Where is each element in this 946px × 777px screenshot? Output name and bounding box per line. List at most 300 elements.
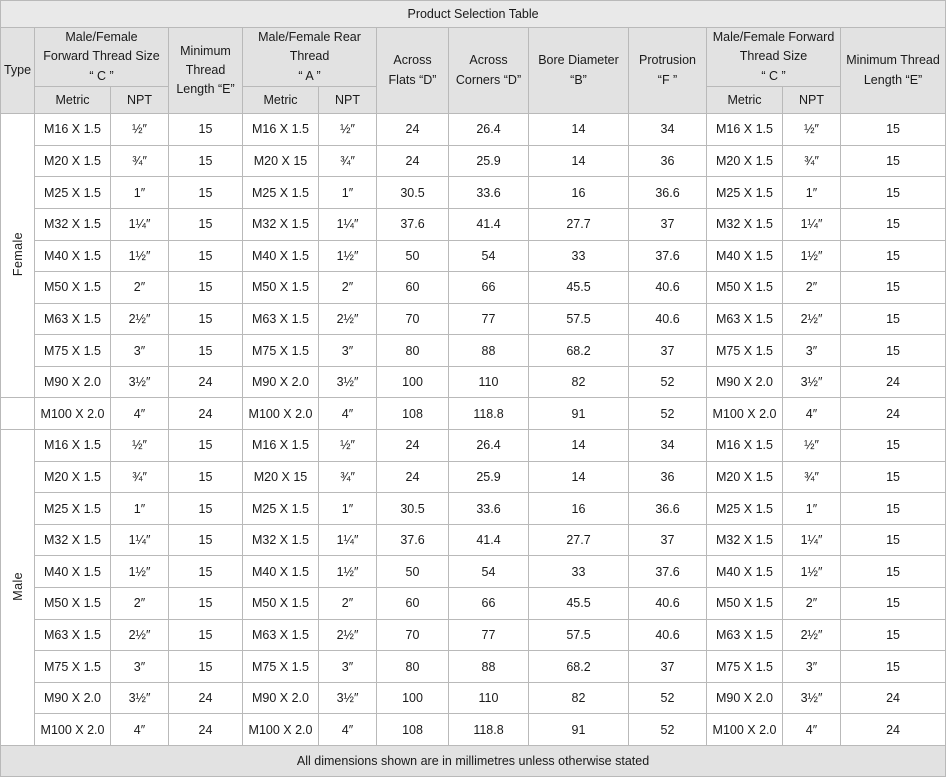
header-line: Length “E”: [176, 82, 235, 97]
table-cell: M90 X 2.0: [35, 682, 111, 714]
table-cell: 33: [529, 556, 629, 588]
header-line: Thread Size: [739, 49, 808, 64]
table-cell: 15: [841, 461, 946, 493]
table-cell: 1¼″: [319, 208, 377, 240]
table-cell: 15: [169, 556, 243, 588]
table-title-row: [1, 1, 946, 28]
table-cell: 15: [169, 177, 243, 209]
table-cell: 37: [629, 208, 707, 240]
table-cell: 40.6: [629, 588, 707, 620]
table-cell: M16 X 1.5: [35, 114, 111, 146]
table-cell: M75 X 1.5: [243, 335, 319, 367]
table-cell: M75 X 1.5: [707, 335, 783, 367]
table-cell: 25.9: [449, 145, 529, 177]
table-cell: ½″: [783, 430, 841, 462]
table-cell: M100 X 2.0: [707, 714, 783, 746]
table-cell: M40 X 1.5: [243, 240, 319, 272]
table-cell: 80: [377, 335, 449, 367]
table-cell: 24: [169, 682, 243, 714]
footer-note: All dimensions shown are in millimetres unless otherwise stated: [1, 746, 946, 777]
table-cell: 40.6: [629, 272, 707, 304]
table-cell: 2″: [111, 588, 169, 620]
table-cell: M25 X 1.5: [707, 177, 783, 209]
table-cell: 2½″: [783, 619, 841, 651]
table-cell: 110: [449, 366, 529, 398]
table-cell: M50 X 1.5: [35, 588, 111, 620]
table-cell: 24: [841, 398, 946, 430]
table-cell: 24: [169, 366, 243, 398]
table-cell: M32 X 1.5: [243, 208, 319, 240]
table-cell: 37: [629, 524, 707, 556]
table-cell: ¾″: [783, 461, 841, 493]
table-row: [1, 651, 946, 683]
table-cell: 52: [629, 366, 707, 398]
table-cell: 36.6: [629, 493, 707, 525]
table-cell: 2″: [783, 272, 841, 304]
header-protrusion-f: [629, 28, 707, 114]
header-line: Minimum: [180, 43, 231, 58]
table-cell: 2½″: [111, 303, 169, 335]
header-line: Flats “D”: [388, 72, 437, 87]
table-row: [1, 240, 946, 272]
table-cell: 15: [841, 556, 946, 588]
table-row: [1, 619, 946, 651]
table-cell: 100: [377, 682, 449, 714]
table-cell: 15: [841, 145, 946, 177]
table-cell: M100 X 2.0: [243, 714, 319, 746]
table-cell: ¾″: [319, 461, 377, 493]
table-cell: 33.6: [449, 177, 529, 209]
table-cell: 30.5: [377, 177, 449, 209]
table-cell: M16 X 1.5: [243, 114, 319, 146]
header-line: Protrusion: [639, 53, 696, 68]
table-cell: 14: [529, 461, 629, 493]
table-cell: 2½″: [111, 619, 169, 651]
group-label: Female: [10, 232, 25, 277]
table-cell: M25 X 1.5: [35, 177, 111, 209]
header-across-flats-d: [377, 28, 449, 114]
table-cell: 15: [169, 619, 243, 651]
table-row: [1, 682, 946, 714]
table-row: [1, 272, 946, 304]
table-cell: 26.4: [449, 430, 529, 462]
table-cell: 2½″: [319, 303, 377, 335]
subheader-metric-forward: Metric: [35, 87, 111, 114]
header-line: Bore Diameter: [538, 53, 619, 68]
table-cell: M32 X 1.5: [35, 524, 111, 556]
table-cell: 34: [629, 430, 707, 462]
table-cell: 36.6: [629, 177, 707, 209]
header-line: “ C ”: [89, 68, 114, 83]
table-cell: 27.7: [529, 524, 629, 556]
table-cell: 3½″: [319, 682, 377, 714]
table-cell: M16 X 1.5: [243, 430, 319, 462]
table-cell: 15: [169, 524, 243, 556]
table-cell: 14: [529, 430, 629, 462]
table-cell: 16: [529, 177, 629, 209]
table-cell: 66: [449, 588, 529, 620]
table-cell: 36: [629, 461, 707, 493]
table-cell: 15: [841, 588, 946, 620]
table-row: [1, 208, 946, 240]
table-cell: 15: [169, 145, 243, 177]
table-cell: M16 X 1.5: [707, 114, 783, 146]
table-cell: 3″: [319, 651, 377, 683]
table-cell: 15: [841, 651, 946, 683]
table-cell: 108: [377, 714, 449, 746]
table-cell: 77: [449, 619, 529, 651]
table-cell: 15: [841, 272, 946, 304]
table-cell: 4″: [319, 714, 377, 746]
header-line: Thread: [185, 62, 226, 77]
table-cell: 4″: [111, 714, 169, 746]
table-cell: 2½″: [319, 619, 377, 651]
table-cell: 15: [841, 303, 946, 335]
table-cell: M20 X 1.5: [35, 145, 111, 177]
table-cell: 68.2: [529, 335, 629, 367]
table-cell: M90 X 2.0: [243, 366, 319, 398]
table-cell: M63 X 1.5: [243, 619, 319, 651]
subheader-npt-forward: NPT: [111, 87, 169, 114]
table-row: [1, 398, 946, 430]
header-line: Across: [393, 53, 432, 68]
table-cell: 26.4: [449, 114, 529, 146]
table-cell: 41.4: [449, 524, 529, 556]
table-cell: 15: [169, 651, 243, 683]
table-cell: 4″: [783, 714, 841, 746]
table-cell: M25 X 1.5: [243, 177, 319, 209]
table-cell: 1½″: [111, 240, 169, 272]
table-cell: 4″: [783, 398, 841, 430]
table-cell: 41.4: [449, 208, 529, 240]
table-cell: 24: [841, 366, 946, 398]
table-cell: 2″: [319, 588, 377, 620]
table-row: [1, 524, 946, 556]
table-cell: M25 X 1.5: [707, 493, 783, 525]
table-row: [1, 461, 946, 493]
table-cell: M50 X 1.5: [707, 588, 783, 620]
table-cell: ¾″: [319, 145, 377, 177]
table-cell: 50: [377, 556, 449, 588]
table-cell: ½″: [111, 114, 169, 146]
table-cell: ¾″: [111, 461, 169, 493]
table-cell: 68.2: [529, 651, 629, 683]
group-label-male: [1, 430, 35, 746]
subheader-metric-rear: Metric: [243, 87, 319, 114]
table-cell: 30.5: [377, 493, 449, 525]
table-cell: 54: [449, 556, 529, 588]
table-cell: 82: [529, 366, 629, 398]
table-cell: 45.5: [529, 588, 629, 620]
subheader-npt-forward-2: NPT: [783, 87, 841, 114]
table-row: [1, 714, 946, 746]
table-cell: 24: [841, 714, 946, 746]
table-cell: 91: [529, 398, 629, 430]
table-cell: ½″: [111, 430, 169, 462]
table-cell: 60: [377, 588, 449, 620]
table-cell: M50 X 1.5: [35, 272, 111, 304]
subheader-npt-rear: NPT: [319, 87, 377, 114]
table-cell: 57.5: [529, 619, 629, 651]
table-cell: M100 X 2.0: [35, 398, 111, 430]
table-cell: M75 X 1.5: [35, 651, 111, 683]
table-cell: 1½″: [111, 556, 169, 588]
table-cell: 34: [629, 114, 707, 146]
group-label-filler: [1, 398, 35, 430]
table-cell: ¾″: [783, 145, 841, 177]
table-cell: 37.6: [629, 556, 707, 588]
table-cell: M63 X 1.5: [243, 303, 319, 335]
table-cell: 33: [529, 240, 629, 272]
table-cell: 66: [449, 272, 529, 304]
table-cell: M63 X 1.5: [35, 619, 111, 651]
table-cell: 88: [449, 335, 529, 367]
table-cell: 40.6: [629, 619, 707, 651]
table-cell: 45.5: [529, 272, 629, 304]
table-cell: 24: [377, 461, 449, 493]
table-cell: 15: [841, 493, 946, 525]
header-line: Thread: [289, 49, 330, 64]
table-cell: 24: [377, 145, 449, 177]
table-cell: 15: [169, 493, 243, 525]
table-cell: 57.5: [529, 303, 629, 335]
header-line: “ C ”: [761, 68, 786, 83]
table-cell: 37.6: [377, 524, 449, 556]
header-across-corners-d: [449, 28, 529, 114]
table-cell: M25 X 1.5: [35, 493, 111, 525]
page-title: Product Selection Table: [1, 1, 946, 28]
table-cell: 15: [169, 114, 243, 146]
table-cell: 2″: [111, 272, 169, 304]
table-cell: 37: [629, 651, 707, 683]
table-cell: 3″: [783, 335, 841, 367]
table-cell: 1¼″: [111, 208, 169, 240]
table-cell: 15: [169, 208, 243, 240]
table-cell: M90 X 2.0: [707, 366, 783, 398]
table-cell: 15: [841, 208, 946, 240]
table-cell: 110: [449, 682, 529, 714]
table-cell: 4″: [111, 398, 169, 430]
table-cell: M100 X 2.0: [35, 714, 111, 746]
header-male-female-rear-thread-a: [243, 28, 377, 87]
footer-row: [1, 746, 946, 777]
table-cell: 27.7: [529, 208, 629, 240]
table-cell: 37: [629, 335, 707, 367]
table-cell: M63 X 1.5: [35, 303, 111, 335]
table-cell: 91: [529, 714, 629, 746]
table-cell: 15: [169, 430, 243, 462]
table-cell: 1¼″: [783, 208, 841, 240]
group-label: Male: [10, 571, 25, 601]
table-cell: ½″: [319, 114, 377, 146]
header-line: Male/Female Forward: [712, 30, 835, 44]
table-row: [1, 145, 946, 177]
table-cell: 15: [841, 619, 946, 651]
table-cell: M32 X 1.5: [707, 524, 783, 556]
table-row: [1, 366, 946, 398]
table-cell: 118.8: [449, 398, 529, 430]
table-cell: M25 X 1.5: [243, 493, 319, 525]
table-cell: 15: [841, 430, 946, 462]
header-line: “B”: [570, 72, 587, 87]
table-cell: 15: [841, 177, 946, 209]
table-cell: 108: [377, 398, 449, 430]
header-type: Type: [1, 28, 35, 114]
table-row: [1, 556, 946, 588]
table-cell: M75 X 1.5: [243, 651, 319, 683]
header-line: “F ”: [657, 72, 678, 87]
group-label-female: [1, 114, 35, 398]
header-bore-diameter-b: [529, 28, 629, 114]
table-cell: 1″: [783, 493, 841, 525]
table-cell: 15: [841, 240, 946, 272]
table-cell: M40 X 1.5: [35, 240, 111, 272]
table-cell: M32 X 1.5: [707, 208, 783, 240]
table-cell: M32 X 1.5: [35, 208, 111, 240]
table-cell: 80: [377, 651, 449, 683]
table-row: [1, 114, 946, 146]
table-cell: M50 X 1.5: [243, 272, 319, 304]
table-cell: 77: [449, 303, 529, 335]
header-line: Corners “D”: [455, 72, 522, 87]
table-cell: 3½″: [783, 682, 841, 714]
table-cell: 1½″: [319, 240, 377, 272]
table-cell: 2″: [783, 588, 841, 620]
header-minimum-thread-length-e: [169, 28, 243, 114]
header-male-female-forward-thread-size-c: [35, 28, 169, 87]
table-cell: 3½″: [111, 682, 169, 714]
header-line: Across: [469, 53, 508, 68]
table-cell: M100 X 2.0: [707, 398, 783, 430]
table-cell: 54: [449, 240, 529, 272]
table-cell: 24: [377, 430, 449, 462]
table-cell: 3″: [783, 651, 841, 683]
table-cell: ½″: [783, 114, 841, 146]
table-cell: 1½″: [783, 556, 841, 588]
table-cell: 1″: [111, 177, 169, 209]
table-cell: M40 X 1.5: [707, 240, 783, 272]
table-row: [1, 588, 946, 620]
subheader-metric-forward-2: Metric: [707, 87, 783, 114]
table-cell: 52: [629, 398, 707, 430]
table-cell: M20 X 15: [243, 145, 319, 177]
table-cell: 118.8: [449, 714, 529, 746]
table-cell: 70: [377, 619, 449, 651]
table-cell: 60: [377, 272, 449, 304]
table-row: [1, 493, 946, 525]
table-cell: 15: [841, 114, 946, 146]
table-cell: 4″: [319, 398, 377, 430]
table-cell: 3″: [111, 335, 169, 367]
table-cell: M40 X 1.5: [707, 556, 783, 588]
table-cell: 3″: [111, 651, 169, 683]
table-cell: 24: [377, 114, 449, 146]
header-minimum-thread-length-e-2: [841, 28, 946, 114]
table-cell: 3″: [319, 335, 377, 367]
header-row: [1, 28, 946, 87]
table-cell: 88: [449, 651, 529, 683]
table-cell: 1¼″: [783, 524, 841, 556]
header-line: Minimum Thread: [846, 53, 940, 68]
table-cell: 3½″: [783, 366, 841, 398]
table-cell: M63 X 1.5: [707, 619, 783, 651]
table-cell: 82: [529, 682, 629, 714]
table-cell: 24: [841, 682, 946, 714]
table-cell: 52: [629, 682, 707, 714]
table-cell: 37.6: [377, 208, 449, 240]
table-cell: 52: [629, 714, 707, 746]
table-row: [1, 430, 946, 462]
table-cell: M50 X 1.5: [707, 272, 783, 304]
table-cell: M75 X 1.5: [707, 651, 783, 683]
table-cell: 15: [169, 303, 243, 335]
table-cell: 37.6: [629, 240, 707, 272]
table-cell: 24: [169, 714, 243, 746]
table-cell: M20 X 15: [243, 461, 319, 493]
table-cell: M32 X 1.5: [243, 524, 319, 556]
table-cell: M20 X 1.5: [707, 145, 783, 177]
table-row: [1, 177, 946, 209]
table-cell: 50: [377, 240, 449, 272]
table-cell: 14: [529, 145, 629, 177]
table-cell: 36: [629, 145, 707, 177]
table-cell: M75 X 1.5: [35, 335, 111, 367]
table-cell: M90 X 2.0: [35, 366, 111, 398]
header-line: Forward Thread Size: [43, 49, 160, 64]
table-cell: 1″: [111, 493, 169, 525]
table-cell: ½″: [319, 430, 377, 462]
header-line: Male/Female: [65, 30, 138, 44]
table-cell: 1¼″: [111, 524, 169, 556]
table-cell: 1¼″: [319, 524, 377, 556]
table-cell: 70: [377, 303, 449, 335]
header-line: Male/Female Rear: [258, 30, 361, 44]
table-cell: 1″: [783, 177, 841, 209]
table-cell: 15: [169, 588, 243, 620]
table-cell: 1½″: [783, 240, 841, 272]
table-cell: 100: [377, 366, 449, 398]
table-cell: M50 X 1.5: [243, 588, 319, 620]
table-cell: M16 X 1.5: [35, 430, 111, 462]
table-cell: 15: [169, 335, 243, 367]
table-cell: 16: [529, 493, 629, 525]
table-cell: 2½″: [783, 303, 841, 335]
header-line: Length “E”: [863, 72, 923, 87]
table-cell: M63 X 1.5: [707, 303, 783, 335]
table-cell: M20 X 1.5: [35, 461, 111, 493]
table-cell: 40.6: [629, 303, 707, 335]
table-cell: 25.9: [449, 461, 529, 493]
table-cell: M40 X 1.5: [243, 556, 319, 588]
table-cell: 15: [841, 524, 946, 556]
header-male-female-forward-thread-size-c-2: [707, 28, 841, 87]
table-cell: 2″: [319, 272, 377, 304]
table-cell: 15: [169, 272, 243, 304]
table-cell: 1½″: [319, 556, 377, 588]
table-cell: 3½″: [111, 366, 169, 398]
table-cell: ¾″: [111, 145, 169, 177]
header-line: “ A ”: [298, 68, 321, 83]
table-cell: 1″: [319, 493, 377, 525]
table-cell: 24: [169, 398, 243, 430]
table-cell: M100 X 2.0: [243, 398, 319, 430]
table-cell: 15: [169, 461, 243, 493]
table-row: [1, 303, 946, 335]
table-cell: 15: [841, 335, 946, 367]
table-cell: M90 X 2.0: [707, 682, 783, 714]
table-cell: M16 X 1.5: [707, 430, 783, 462]
table-cell: 1″: [319, 177, 377, 209]
